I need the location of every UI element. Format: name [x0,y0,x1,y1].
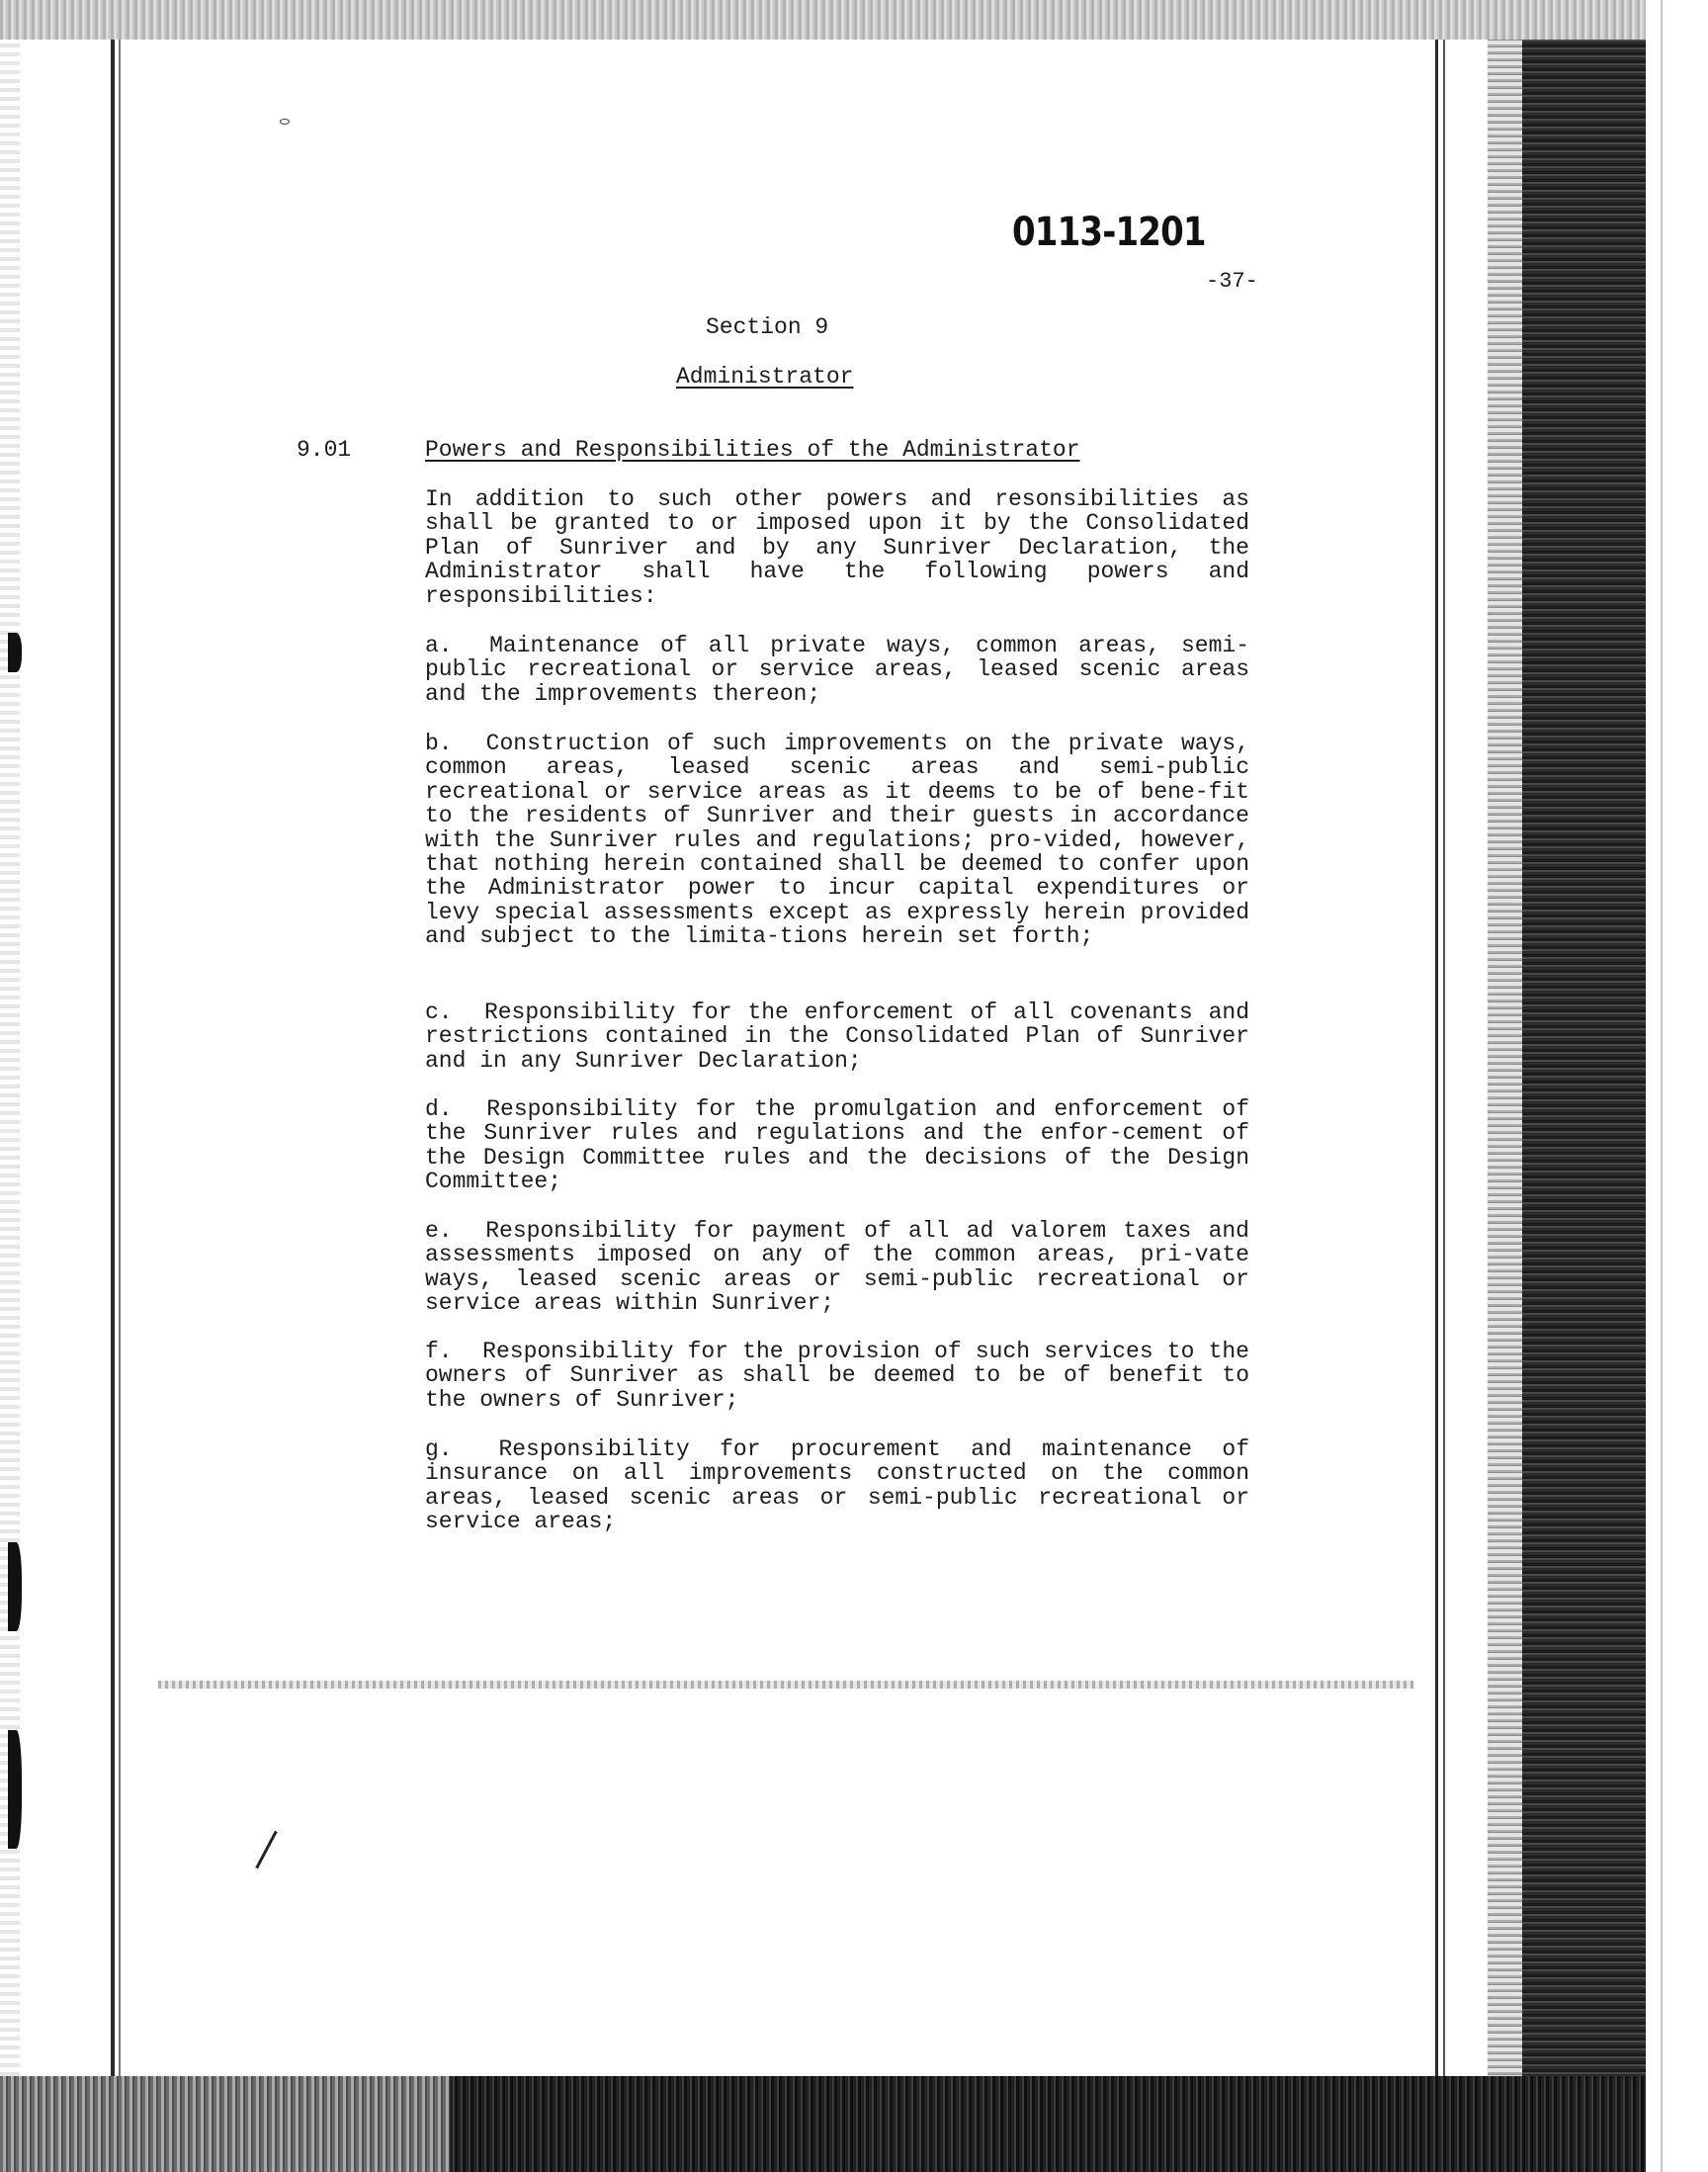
item-text: Responsibility for the promulgation and enforcement of the Sunriver rules and regulations and the enfor-cement of the Design Committee rules and the decisions of the Design Committee; [425,1096,1249,1195]
item-text: Responsibility for procurement and maintenance of insurance on all improvements constructed on the common areas, leased scenic areas or semi-public recreational or service areas; [425,1436,1249,1535]
page-number: -37- [1206,269,1258,294]
item-text: Responsibility for the enforcement of all covenants and restrictions contained in the Consolidated Plan of Sunriver and in any Sunriver Declaration; [425,999,1249,1074]
list-item [425,732,1249,949]
item-text: Responsibility for the provision of such services to the owners of Sunriver as shall be deemed to be of benefit to the owners of Sunriver; [425,1339,1249,1413]
scan-top-edge [0,0,1646,40]
scan-edge-mark [8,633,22,672]
item-letter: b. [425,731,453,756]
scan-edge-mark [8,1730,22,1849]
scan-bottom-shadow [450,2076,1646,2172]
page-right-rule [1661,0,1663,2172]
list-item [425,1340,1249,1412]
content-bottom-rule [158,1681,1413,1689]
item-text: Responsibility for payment of all ad valorem taxes and assessments imposed on any of the common areas, pri-vate ways, leased scenic areas or semi-public recreational or service areas within Sunriver; [425,1218,1249,1317]
pen-stroke-mark [255,1831,277,1868]
scan-right-noise [1488,40,1527,2116]
item-letter: d. [425,1096,453,1122]
scan-bottom-left-shadow [0,2076,450,2172]
list-item [425,1097,1249,1194]
section-title: Administrator [676,364,854,390]
page-right-margin [1646,0,1708,2172]
item-letter: e. [425,1218,453,1244]
scan-right-shadow [1522,40,1646,2172]
item-text: Maintenance of all private ways, common areas, semi-public recreational or service areas, leased scenic areas and the improvements thereon; [425,633,1250,707]
clause-number: 9.01 [297,437,352,463]
frame-line-left-inner [119,40,121,2096]
item-text: Construction of such improvements on the private ways, common areas, leased scenic areas and semi-public recreational or service areas as it deems to be of bene-fit to the residents of Sunriver and their guests in accordance with the Sunriver rules and regulations; pro-vided, however, that nothing herein contained shall be deemed to confer upon the Administrator power to incur capital expenditures or levy special assessments except as expressly herein provided and subject to the limita-tions herein set forth; [425,731,1249,950]
list-item [425,634,1249,706]
list-item [425,1437,1249,1534]
item-letter: a. [425,633,453,658]
clause-title: Powers and Responsibilities of the Administrator [425,437,1080,463]
list-item [425,1000,1249,1073]
scan-edge-mark [8,1542,22,1631]
frame-line-right [1435,40,1438,2106]
frame-line-right-inner [1443,40,1445,2106]
frame-line-left [111,40,115,2096]
intro-paragraph: In addition to such other powers and resonsibilities as shall be granted to or imposed upon it by the Consolidated Plan of Sunriver and by any Sunriver Declaration, the Administrator shall have the following powers and responsibilities: [425,486,1249,609]
item-letter: f. [425,1339,453,1364]
list-item [425,1219,1249,1316]
item-letter: c. [425,999,453,1025]
item-letter: g. [425,1436,453,1462]
stray-mark [280,119,290,125]
document-number: 0113-1201 [1012,210,1206,255]
section-heading: Section 9 [706,314,829,340]
